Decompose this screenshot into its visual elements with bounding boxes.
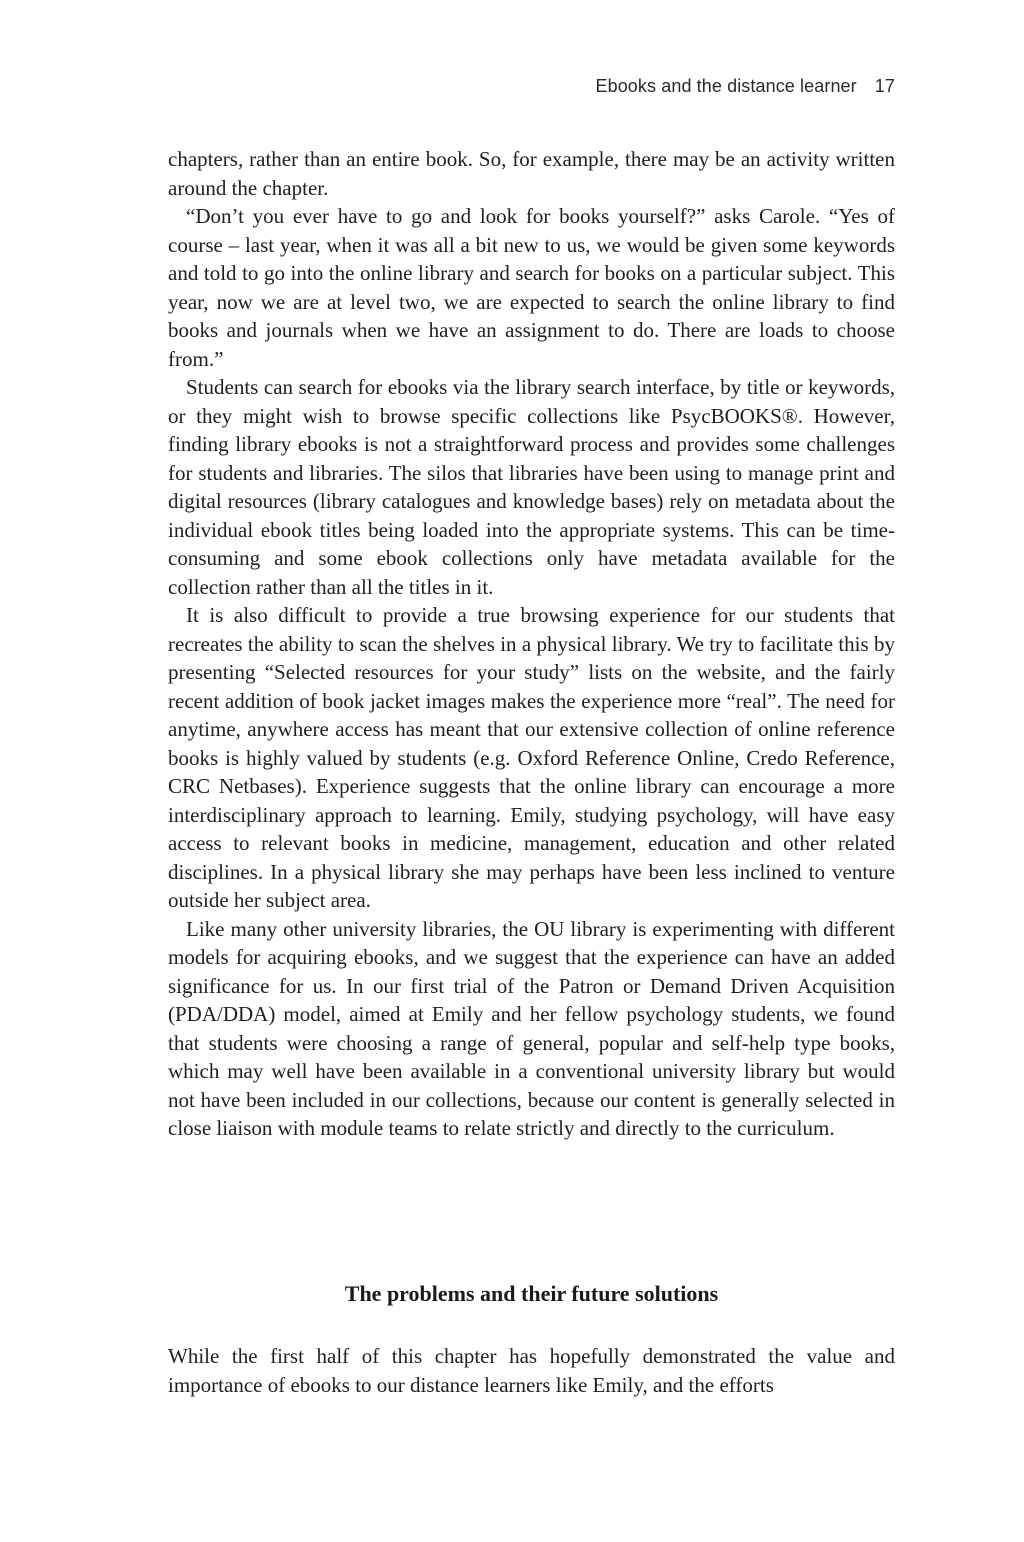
page-number: 17 bbox=[874, 76, 895, 96]
paragraph-section-intro: While the first half of this chapter has hopefully demonstrated the value and importance of ebooks to our distance learners like Emily, and the efforts bbox=[168, 1344, 895, 1397]
paragraph-continuation: chapters, rather than an entire book. So, for example, there may be an activity written around the chapter. bbox=[168, 147, 895, 200]
section-heading: The problems and their future solutions bbox=[344, 1281, 719, 1306]
body-text bbox=[168, 145, 895, 1143]
section-body-text bbox=[168, 1342, 895, 1399]
running-head bbox=[168, 76, 895, 97]
paragraph-carole-quote: “Don’t you ever have to go and look for books yourself?” asks Carole. “Yes of course – last year, when it was all a bit new to us, we would be given some keywords and told to go into the online library and search for books on a particular subject. This year, now we are at level two, we are expected to search the online library to find books and journals when we have an assignment to do. There are loads to choose from.” bbox=[168, 204, 895, 371]
running-title: Ebooks and the distance learner bbox=[595, 76, 857, 96]
paragraph-acquisition-models: Like many other university libraries, the OU library is experimenting with different models for acquiring ebooks, and we suggest that the experience can have an added significance for us. In our first trial of the Patron or Demand Driven Acquisition (PDA/DDA) model, aimed at Emily and her fellow psychology students, we found that students were choosing a range of general, popular and self-help type books, which may well have been available in a conventional university library but would not have been included in our collections, because our content is generally selected in close liaison with module teams to relate strictly and directly to the curriculum. bbox=[168, 916, 895, 1140]
paragraph-browsing-experience: It is also difficult to provide a true browsing experience for our students that recreates the ability to scan the shelves in a physical library. We try to facilitate this by presenting “Selected resources for your study” lists on the website, and the fairly recent addition of book jacket images makes the experience more “real”. The need for anytime, anywhere access has meant that our extensive collection of online reference books is highly valued by students (e.g. Oxford Reference Online, Credo Reference, CRC Netbases). Experience suggests that the online library can encourage a more interdisciplinary approach to learning. Emily, studying psychology, will have easy access to relevant books in medicine, management, education and other related disciplines. In a physical library she may perhaps have been less inclined to venture outside her subject area. bbox=[168, 603, 895, 912]
paragraph-search-ebooks: Students can search for ebooks via the library search interface, by title or keywords, or they might wish to browse specific collections like PsycBOOKS®. However, finding library ebooks is not a straightforward process and provides some challenges for students and libraries. The silos that libraries have been using to manage print and digital resources (library catalogues and knowledge bases) rely on metadata about the individual ebook titles being loaded into the appropriate systems. This can be time-consuming and some ebook collections only have metadata available for the collection rather than all the titles in it. bbox=[168, 375, 895, 599]
